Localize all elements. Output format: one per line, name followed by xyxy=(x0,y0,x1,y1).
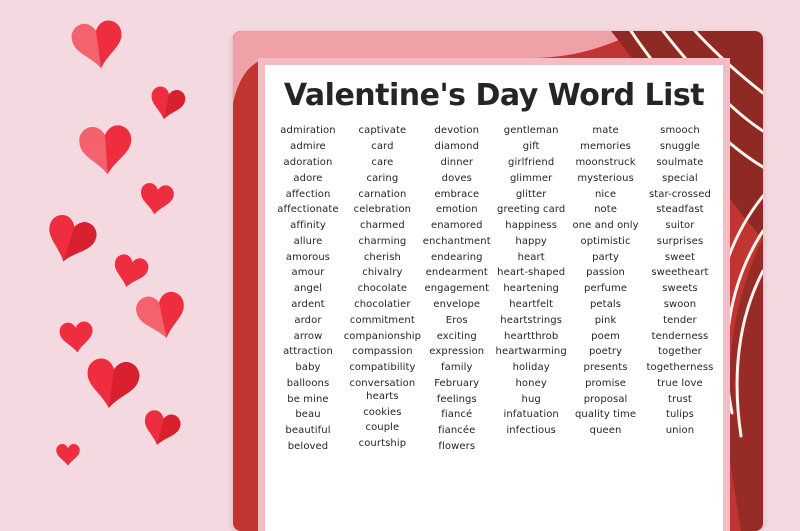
word-item: adore xyxy=(293,172,323,184)
paper-heart-icon xyxy=(70,19,126,73)
word-item: togetherness xyxy=(646,362,714,374)
word-item: beloved xyxy=(287,441,329,453)
word-item: tender xyxy=(663,314,697,326)
word-item: compatibility xyxy=(349,362,416,374)
word-column xyxy=(569,123,643,454)
word-item: attraction xyxy=(283,346,333,358)
word-column xyxy=(494,123,568,454)
word-item: poem xyxy=(591,330,620,342)
word-item: glitter xyxy=(515,188,547,200)
word-item: Eros xyxy=(445,314,468,326)
word-item: trust xyxy=(667,393,692,405)
word-item: mate xyxy=(592,125,619,137)
paper-heart-icon xyxy=(134,290,190,344)
word-item: happy xyxy=(515,235,547,247)
word-item: embrace xyxy=(434,188,480,200)
word-item: gentleman xyxy=(503,125,559,137)
paper-heart-icon xyxy=(147,85,187,123)
word-item: tulips xyxy=(665,409,694,421)
word-item: infectious xyxy=(506,425,556,437)
word-item: optimistic xyxy=(580,235,631,247)
word-item: devotion xyxy=(434,125,480,137)
word-item: petals xyxy=(589,298,622,310)
word-item: engagement xyxy=(424,283,490,295)
word-item: be mine xyxy=(287,393,329,405)
word-list-page xyxy=(258,58,730,531)
word-item: couple xyxy=(365,422,400,434)
word-item: passion xyxy=(586,267,625,279)
word-item: pink xyxy=(594,314,617,326)
word-item: hug xyxy=(521,393,541,405)
word-item: conversation hearts xyxy=(349,377,416,402)
word-item: snuggle xyxy=(659,141,701,153)
paper-heart-icon xyxy=(138,182,175,217)
word-item: adoration xyxy=(283,156,333,168)
word-item: affection xyxy=(285,188,331,200)
word-item: affinity xyxy=(290,220,326,232)
word-item: poetry xyxy=(588,346,623,358)
word-item: feelings xyxy=(436,393,477,405)
word-item: affectionate xyxy=(277,204,339,216)
word-item: heartwarming xyxy=(495,346,567,358)
word-item: heartstrings xyxy=(500,314,563,326)
word-item: gift xyxy=(522,141,540,153)
word-item: doves xyxy=(441,172,472,184)
word-item: girlfriend xyxy=(508,156,555,168)
word-item: beautiful xyxy=(285,425,331,437)
word-item: angel xyxy=(293,283,323,295)
word-item: endearing xyxy=(430,251,483,263)
word-item: diamond xyxy=(434,141,480,153)
word-item: honey xyxy=(515,377,547,389)
word-item: nice xyxy=(594,188,617,200)
word-item: amour xyxy=(291,267,325,279)
word-item: greeting card xyxy=(497,204,566,216)
word-item: heartfelt xyxy=(509,298,554,310)
word-item: sweetheart xyxy=(651,267,709,279)
word-item: care xyxy=(371,156,394,168)
paper-heart-icon xyxy=(110,252,151,291)
paper-heart-icon xyxy=(139,408,182,450)
word-column xyxy=(271,123,345,454)
word-item: ardor xyxy=(294,314,322,326)
word-item: glimmer xyxy=(509,172,553,184)
word-item: emotion xyxy=(435,204,478,216)
word-item: suitor xyxy=(665,220,695,232)
word-item: expression xyxy=(429,346,485,358)
word-item: together xyxy=(658,346,702,358)
word-item: balloons xyxy=(286,377,330,389)
word-item: swoon xyxy=(663,298,697,310)
word-item: true love xyxy=(657,377,703,389)
word-item: family xyxy=(441,362,473,374)
word-item: enamored xyxy=(430,220,483,232)
word-item: steadfast xyxy=(656,204,704,216)
word-item: special xyxy=(662,172,698,184)
word-item: heartening xyxy=(503,283,559,295)
word-item: ardent xyxy=(291,298,325,310)
word-item: moonstruck xyxy=(575,156,636,168)
word-item: heart-shaped xyxy=(497,267,566,279)
paper-heart-icon xyxy=(59,321,94,354)
paper-heart-icon xyxy=(78,124,133,177)
word-item: cookies xyxy=(363,406,402,418)
word-item: mysterious xyxy=(577,172,634,184)
word-item: fiancé xyxy=(441,409,473,421)
word-column xyxy=(420,123,494,454)
word-item: soulmate xyxy=(656,156,704,168)
word-columns xyxy=(265,123,723,454)
word-item: admire xyxy=(290,141,326,153)
word-item: commitment xyxy=(349,314,415,326)
printable-card xyxy=(233,31,763,531)
word-item: charmed xyxy=(359,220,405,232)
word-item: presents xyxy=(583,362,628,374)
word-column xyxy=(343,123,422,454)
paper-heart-icon xyxy=(83,357,141,413)
word-item: baby xyxy=(295,362,321,374)
word-item: exciting xyxy=(436,330,477,342)
word-item: carnation xyxy=(358,188,407,200)
word-item: promise xyxy=(585,377,627,389)
word-item: captivate xyxy=(358,125,407,137)
word-item: admiration xyxy=(280,125,336,137)
paper-heart-icon xyxy=(56,444,80,466)
word-item: flowers xyxy=(438,441,476,453)
word-item: infatuation xyxy=(503,409,559,421)
word-item: February xyxy=(434,377,480,389)
word-item: sweets xyxy=(662,283,698,295)
word-item: tenderness xyxy=(651,330,709,342)
word-item: courtship xyxy=(358,438,407,450)
word-item: charming xyxy=(358,235,407,247)
word-column xyxy=(643,123,717,454)
word-item: endearment xyxy=(425,267,488,279)
word-item: celebration xyxy=(353,204,412,216)
word-item: happiness xyxy=(505,220,558,232)
word-item: smooch xyxy=(660,125,700,137)
word-item: compassion xyxy=(352,346,413,358)
word-item: note xyxy=(594,204,618,216)
word-item: proposal xyxy=(583,393,628,405)
word-item: perfume xyxy=(584,283,628,295)
word-item: fiancée xyxy=(438,425,476,437)
word-item: caring xyxy=(366,172,399,184)
word-item: enchantment xyxy=(422,235,491,247)
word-item: star-crossed xyxy=(648,188,711,200)
word-item: card xyxy=(371,141,394,153)
word-item: sweet xyxy=(664,251,696,263)
word-item: union xyxy=(665,425,695,437)
word-item: beau xyxy=(295,409,321,421)
word-item: one and only xyxy=(572,220,639,232)
word-item: memories xyxy=(580,141,631,153)
word-item: queen xyxy=(589,425,622,437)
word-item: chocolate xyxy=(357,283,408,295)
word-item: allure xyxy=(293,235,323,247)
word-item: chivalry xyxy=(362,267,403,279)
word-item: dinner xyxy=(440,156,474,168)
word-item: heartthrob xyxy=(504,330,559,342)
word-item: quality time xyxy=(574,409,637,421)
word-item: heart xyxy=(517,251,545,263)
word-item: cherish xyxy=(363,251,401,263)
word-item: party xyxy=(592,251,620,263)
page-title: Valentine's Day Word List xyxy=(283,78,705,113)
word-item: envelope xyxy=(433,298,481,310)
word-item: arrow xyxy=(293,330,323,342)
word-item: companionship xyxy=(343,330,422,342)
word-item: holiday xyxy=(512,362,550,374)
paper-heart-icon xyxy=(40,212,100,270)
word-item: amorous xyxy=(285,251,331,263)
word-item: chocolatier xyxy=(354,298,411,310)
word-item: surprises xyxy=(656,235,704,247)
